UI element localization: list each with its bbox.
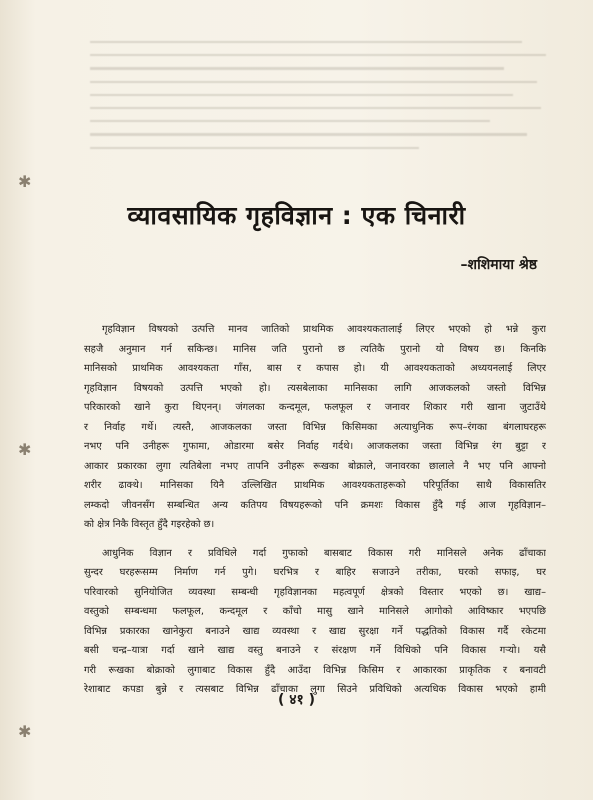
article-body	[84, 320, 546, 709]
text-line: गृहविज्ञान विषयको उत्पत्ति भएको हो। त्यसबेलाका मानिसका लागि आजकलको जस्तो विभिन्न	[84, 382, 546, 394]
paragraph-1	[84, 320, 546, 535]
text-line: आधुनिक विज्ञान र प्रविधिले गर्दा गुफाको बासबाट विकास गरी मानिसले अनेक ढाँचाका	[102, 547, 546, 559]
text-line: सुन्दर घरहरूसम्म निर्माण गर्न पुगे। घरभित्र र बाहिर सजाउने तरीका, घरको सफाइ, घर	[84, 567, 546, 578]
text-line: लम्कदो जीवनसँग सम्बन्धित अन्य कतिपय विषयहरूको पनि क्रमशः विकास हुँदै गई आज गृहविज्ञान–	[84, 499, 546, 511]
text-line: बसी चन्द्र–यात्रा गर्दा खाने खाद्य वस्तु बनाउने र संरक्षण गर्ने विधिको पनि विकास गऱ्यो। यसै	[84, 645, 546, 656]
text-line: परिवारको सुनियोजित व्यवस्था सम्बन्धी गृहविज्ञानका महत्वपूर्ण क्षेत्रको विस्तार भएको छ। खाद्य–	[84, 586, 546, 598]
text-line: वस्तुको सम्बन्धमा फलफूल, कन्दमूल र काँचो मासु खाने मानिसले आगोको आविष्कार भएपछि	[84, 606, 546, 617]
text-line: सहजै अनुमान गर्न सकिन्छ। मानिस जति पुरानो छ त्यतिकै पुरानो यो विषय छ। किनकि	[84, 343, 546, 355]
show-through-text	[90, 30, 560, 180]
text-line: गरी रूखका बोक्राको लुगाबाट विकास हुँदै आउँदा विभिन्न किसिम र आकारका प्राकृतिक र बनावटी	[84, 664, 546, 676]
page-number: ( ४१ )	[277, 692, 316, 708]
article-title: व्यावसायिक गृहविज्ञान : एक चिनारी	[127, 201, 466, 230]
text-line: विभिन्न प्रकारका खानेकुरा बनाउने खाद्य व्यवस्था र खाद्य सुरक्षा गर्ने पद्धतिको विकास गर्दै रकेटमा	[84, 625, 546, 637]
text-line: परिकारको खाने कुरा थिएनन्। जंगलका कन्दमूल, फलफूल र जनावर शिकार गरी खाना जुटाउँथे	[84, 402, 546, 413]
text-line: शरीर ढाक्थे। मानिसका यिनै उल्लिखित प्राथमिक आवश्यकताहरूको परिपूर्तिका साथै विकासतिर	[84, 480, 546, 491]
text-line: नभए पनि उनीहरू गुफामा, ओडारमा बसेर निर्वाह गर्दथे। आजकलका जस्ता विभिन्न रंग बुट्टा र	[84, 441, 546, 452]
binding-mark-icon: ✱	[18, 172, 32, 191]
binding-mark-icon: ✱	[18, 440, 32, 459]
text-line: र निर्वाह गर्थे। त्यस्तै, आजकलका जस्ता विभिन्न किसिमका अत्याधुनिक रूप–रंगका बंगलाघरहरू	[84, 421, 546, 433]
paragraph-2	[84, 544, 546, 700]
text-line: आकार प्रकारका लुगा त्यतिबेला नभए तापनि उनीहरू रूखका बोक्राले, जनावरका छालाले नै भए पनि आफ्नो	[84, 460, 546, 472]
article-author: –शशिमाया श्रेष्ठ	[460, 257, 537, 273]
text-line: मानिसको प्राथमिक आवश्यकता गाँस, बास र कपास हो। यी आवश्यकताको अध्ययनलाई लिएर	[84, 363, 546, 374]
text-line: रेशाबाट कपडा बुन्ने र त्यसबाट विभिन्न ढाँचाका लुगा सिउने प्रविधिको अत्यधिक विकास भएको हामी	[84, 684, 546, 695]
binding-mark-icon: ✱	[18, 722, 32, 741]
text-line: गृहविज्ञान विषयको उत्पत्ति मानव जातिको प्राथमिक आवश्यकतालाई लिएर भएको हो भन्ने कुरा	[102, 324, 546, 335]
text-line: को क्षेत्र निकै विस्तृत हुँदै गइरहेको छ।	[84, 519, 215, 530]
